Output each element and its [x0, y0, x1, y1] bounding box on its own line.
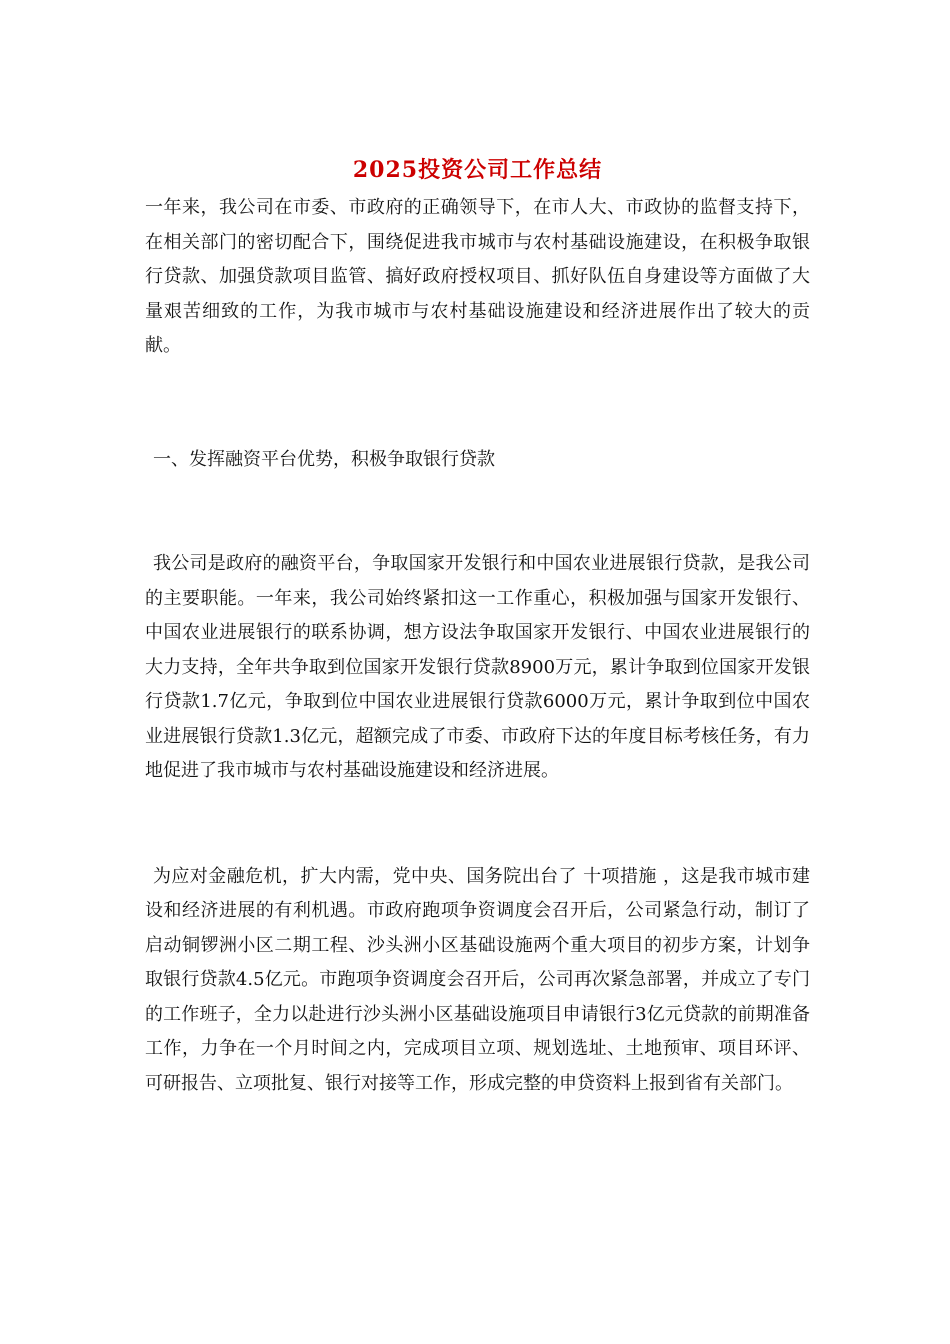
- intro-paragraph: 一年来，我公司在市委、市政府的正确领导下，在市人大、市政协的监督支持下，在相关部门的密切配合下，围绕促进我市城市与农村基础设施建设，在积极争取银行贷款、加强贷款项目监管、搞好政府授权项目、抓好队伍自身建设等方面做了大量艰苦细致的工作，为我市城市与农村基础设施建设和经济进展作出了较大的贡献。: [145, 197, 810, 356]
- document-title: 2025投资公司工作总结: [352, 157, 603, 183]
- document-page: [145, 150, 810, 1101]
- body-paragraph: 我公司是政府的融资平台，争取国家开发银行和中国农业进展银行贷款，是我公司的主要职能。一年来，我公司始终紧扣这一工作重心，积极加强与国家开发银行、中国农业进展银行的联系协调，想方设法争取国家开发银行、中国农业进展银行的大力支持，全年共争取到位国家开发银行贷款8900万元，累计争取到位国家开发银行贷款1.7亿元，争取到位中国农业进展银行贷款6000万元，累计争取到位中国农业进展银行贷款1.3亿元，超额完成了市委、市政府下达的年度目标考核任务，有力地促进了我市城市与农村基础设施建设和经济进展。: [145, 553, 810, 781]
- body-paragraph: 为应对金融危机，扩大内需，党中央、国务院出台了 十项措施 ，这是我市城市建设和经济进展的有利机遇。市政府跑项争资调度会召开后，公司紧急行动，制订了启动铜锣洲小区二期工程、沙头洲小区基础设施两个重大项目的初步方案，计划争取银行贷款4.5亿元。市跑项争资调度会召开后，公司再次紧急部署，并成立了专门的工作班子，全力以赴进行沙头洲小区基础设施项目申请银行3亿元贷款的前期准备工作，力争在一个月时间之内，完成项目立项、规划选址、土地预审、项目环评、可研报告、立项批复、银行对接等工作，形成完整的申贷资料上报到省有关部门。: [145, 865, 810, 1094]
- section-heading: 一、发挥融资平台优势，积极争取银行贷款: [153, 448, 495, 470]
